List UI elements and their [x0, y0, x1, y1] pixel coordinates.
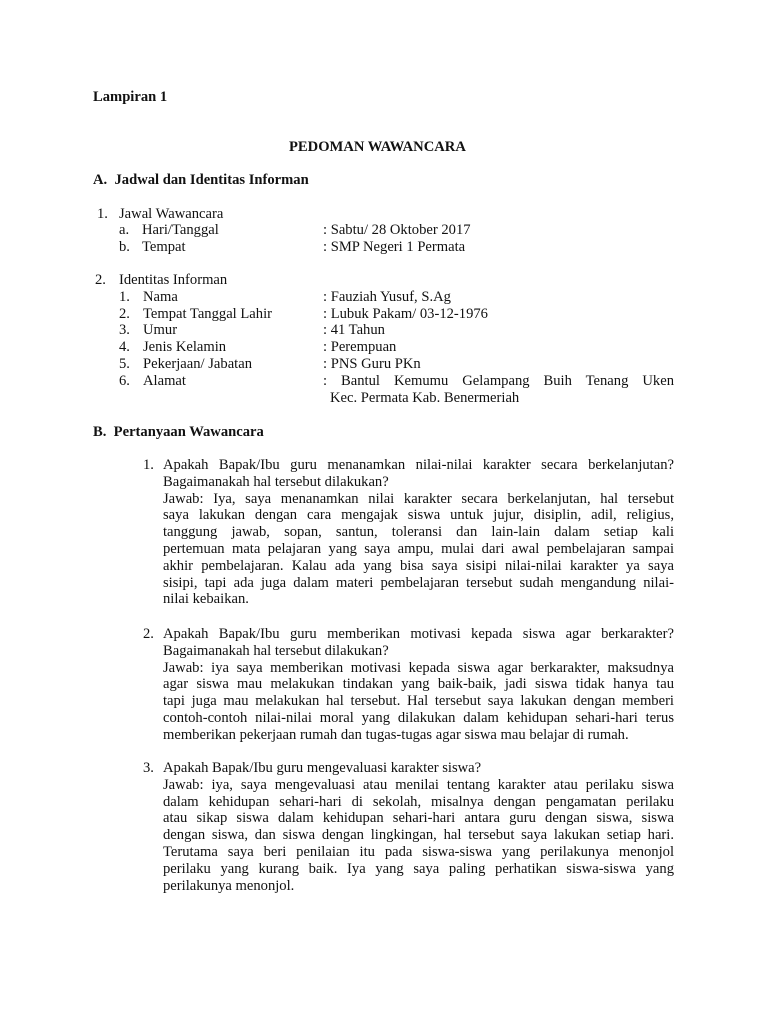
- informant-item-label: Tempat Tanggal Lahir: [143, 306, 272, 322]
- text-line: Apakah Bapak/Ibu guru mengevaluasi karakter siswa?: [163, 760, 482, 776]
- question-number: 2.: [143, 626, 154, 642]
- answer-line: dalam kehidupan sehari-hari di sekolah, misalnya dengan pengamatan perilaku: [163, 793, 674, 810]
- answer-line: tanggung jawab, sopan, santun, toleransi dan lain-lain dalam setiap kali: [163, 524, 674, 541]
- informant-number: 2.: [95, 272, 106, 288]
- schedule-item-marker: b.: [119, 239, 130, 255]
- informant-label: Identitas Informan: [119, 272, 228, 288]
- answer-line: contoh-contoh nilai-nilai moral yang dilakukan dalam kehidupan sehari-hari terus: [163, 709, 674, 726]
- schedule-item-value: : Sabtu/ 28 Oktober 2017: [323, 222, 471, 238]
- informant-address-line1-wrap: [323, 373, 674, 390]
- answer-line: Terutama saya beri penilaian itu pada siswa-siswa yang perilakunya menonjol: [163, 843, 674, 860]
- answer-line: pertemuan mata pelajaran yang saya ampu, mulai dari awal pembelajaran sampai: [163, 540, 674, 557]
- informant-item-value: : Bantul Kemumu Gelampang Buih Tenang Uken: [323, 373, 674, 389]
- answer-line: atau sikap siswa dalam kehidupan sehari-hari antara guru dengan siswa, siswa: [163, 810, 674, 827]
- answer-line: Jawab: Iya, saya menanamkan nilai karakter secara berkelanjutan, hal tersebut: [163, 490, 674, 507]
- informant-item-marker: 6.: [119, 373, 130, 389]
- informant-address-line2: Kec. Permata Kab. Benermeriah: [330, 390, 520, 406]
- answer-line: saya lakukan dengan cara mengajak siswa untuk jujur, disiplin, adil, religius,: [163, 507, 674, 524]
- answer-line: agar siswa mau melakukan tindakan yang baik-baik, jadi siswa tidak hanya tau: [163, 676, 674, 693]
- informant-item-label: Alamat: [143, 373, 186, 389]
- informant-item-value: : 41 Tahun: [323, 322, 385, 338]
- answer-line: perilakunya menonjol.: [163, 877, 295, 894]
- informant-item-marker: 1.: [119, 289, 130, 305]
- informant-item-marker: 2.: [119, 306, 130, 322]
- informant-item-value: : Fauziah Yusuf, S.Ag: [323, 289, 451, 305]
- question-number: 1.: [143, 457, 154, 473]
- question-number: 3.: [143, 760, 154, 776]
- schedule-label: Jawal Wawancara: [119, 206, 224, 222]
- document-title: PEDOMAN WAWANCARA: [289, 139, 466, 155]
- answer-line: tapi juga mau melakukan hal tersebut. Hal tersebut saya lakukan dengan memberi: [163, 693, 674, 710]
- text-line: Apakah Bapak/Ibu guru memberikan motivasi kepada siswa agar berkarakter?: [163, 626, 674, 642]
- schedule-item-label: Tempat: [142, 239, 186, 255]
- answer-line: Jawab: iya, saya mengevaluasi atau menilai tentang karakter atau perilaku siswa: [163, 776, 674, 793]
- schedule-item-label: Hari/Tanggal: [142, 222, 219, 238]
- answer-line: perilaku yang kurang baik. Iya yang saya paling perhatikan siswa-siswa yang: [163, 860, 674, 877]
- answer-line: Jawab: iya saya memberikan motivasi kepada siswa agar berkarakter, maksudnya: [163, 659, 674, 676]
- informant-item-marker: 4.: [119, 339, 130, 355]
- informant-item-label: Nama: [143, 289, 178, 305]
- answer-line: memberikan pekerjaan rumah dan tugas-tugas agar siswa mau belajar di rumah.: [163, 726, 629, 743]
- attachment-label: Lampiran 1: [93, 89, 168, 105]
- informant-item-value: : Lubuk Pakam/ 03-12-1976: [323, 306, 488, 322]
- section-b-heading: B. Pertanyaan Wawancara: [93, 424, 264, 440]
- schedule-number: 1.: [97, 206, 108, 222]
- informant-item-marker: 5.: [119, 356, 130, 372]
- text-line: Bagaimanakah hal tersebut dilakukan?: [163, 473, 389, 490]
- informant-item-marker: 3.: [119, 322, 130, 338]
- question-text: [163, 760, 674, 894]
- text-line: Bagaimanakah hal tersebut dilakukan?: [163, 642, 389, 659]
- section-a-heading: A. Jadwal dan Identitas Informan: [93, 172, 309, 188]
- informant-item-label: Pekerjaan/ Jabatan: [143, 356, 252, 372]
- question-text: [163, 626, 674, 744]
- schedule-item-value: : SMP Negeri 1 Permata: [323, 239, 466, 255]
- informant-item-label: Umur: [143, 322, 178, 338]
- answer-line: akhir pembelajaran. Kalau ada yang bisa saya sisipi nilai-nilai karakter ya saya: [163, 557, 674, 574]
- answer-line: sisipi, tapi ada juga dalam materi pembelajaran tersebut sudah mengandung nilai-: [163, 574, 674, 591]
- answer-line: dengan siswa, dan siswa dengan lingkingan, hal tersebut saya lakukan setiap hari.: [163, 827, 674, 844]
- answer-line: nilai kebaikan.: [163, 591, 249, 608]
- schedule-item-marker: a.: [119, 222, 130, 238]
- question-text: [163, 457, 674, 608]
- informant-item-value: : PNS Guru PKn: [323, 356, 421, 372]
- informant-item-value: : Perempuan: [323, 339, 397, 355]
- text-line: Apakah Bapak/Ibu guru menanamkan nilai-nilai karakter secara berkelanjutan?: [163, 457, 674, 473]
- informant-item-label: Jenis Kelamin: [143, 339, 227, 355]
